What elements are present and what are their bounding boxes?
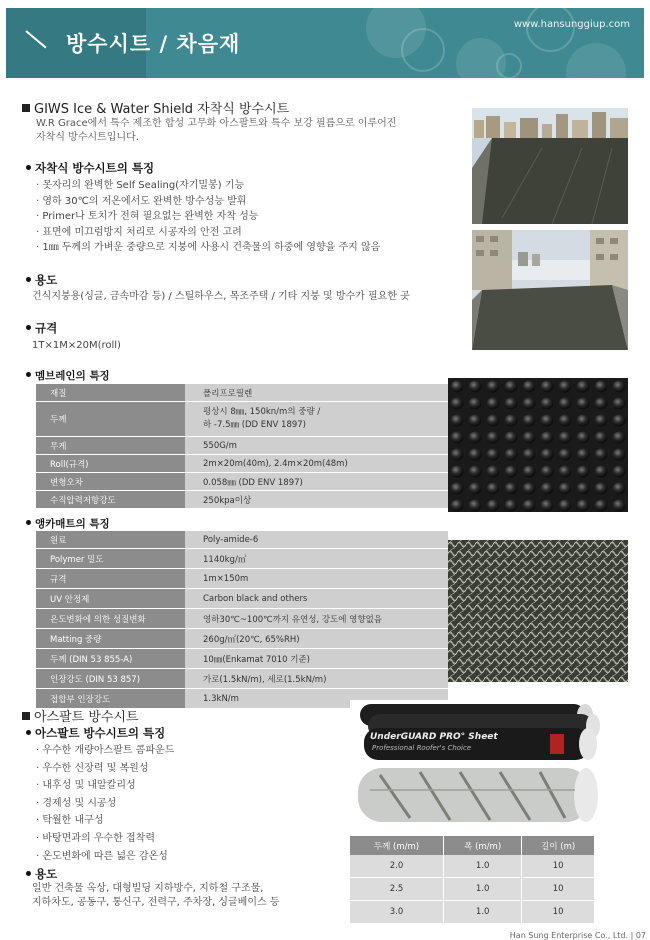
table-row: 온도변화에 의한 성질변화 영하30℃~100℃까지 유연성, 강도에 영향없음 (36, 609, 448, 629)
giws-usage-text: 건식지붕용(싱글, 금속마감 등) / 스틸하우스, 목조주택 / 기타 지붕 및 방수가 필요한 곳 (32, 291, 410, 302)
table-row: Roll(규격) 2m×20m(40m), 2.4m×20m(48m) (36, 455, 448, 473)
list-item: · 못자리의 완벽한 Self Sealing(자기밀봉) 기능 (36, 180, 245, 191)
table-row: UV 안정제 Carbon black and others (36, 589, 448, 609)
table-row: 인장강도 (DIN 53 857) 가로(1.5kN/m), 세로(1.5kN/m) (36, 669, 448, 689)
list-item: · 1㎜ 두께의 가벼운 중량으로 지붕에 사용시 건축물의 하중에 영향을 주지 않음 (36, 242, 381, 254)
page-title: 방수시트 / 차음재 (66, 32, 241, 56)
ankamat-photo (448, 540, 628, 682)
asphalt-dimension-table (350, 836, 595, 924)
table-row: 재질 폴리프로필렌 (36, 384, 448, 402)
roof-photo-2 (472, 230, 628, 350)
table-row: 원료 Poly-amide-6 (36, 531, 448, 549)
table-row: 2.5 1.0 10 (350, 878, 595, 901)
dot-bullet-icon (26, 520, 31, 525)
asphalt-usage-title: 용도 (26, 866, 57, 882)
product-label: UnderGUARD PRO° Sheet (370, 732, 498, 742)
page-footer: Han Sung Enterprise Co., Ltd. | 07 (509, 931, 646, 940)
list-item: · 내후성 및 내알칼리성 (36, 780, 136, 792)
list-item: · 표면에 미끄럼방지 처리로 시공자의 안전 고려 (36, 226, 242, 238)
dot-bullet-icon (26, 325, 31, 330)
ankamat-title: 앵카매트의 특징 (26, 516, 110, 531)
table-row: Matting 중량 260g/㎡(20℃, 65%RH) (36, 629, 448, 649)
table-row: 규격 1m×150m (36, 569, 448, 589)
list-item: · 바탕면과의 우수한 접착력 (36, 832, 155, 844)
column-header: 폭 (m/m) (443, 836, 521, 855)
dot-bullet-icon (26, 277, 31, 282)
membrane-title: 멤브레인의 특징 (26, 368, 110, 383)
square-bullet-icon (22, 104, 30, 112)
list-item: · 영하 30℃의 저온에서도 완벽한 방수성능 발휘 (36, 195, 247, 207)
dot-bullet-icon (26, 165, 31, 170)
product-sub-label: Professional Roofer's Choice (372, 744, 472, 752)
giws-spec-text: 1T×1M×20M(roll) (32, 340, 121, 351)
list-item: · 탁월한 내구성 (36, 815, 104, 827)
table-row: 3.0 1.0 10 (350, 901, 595, 924)
site-url[interactable]: www.hansunggiup.com (513, 19, 630, 30)
asphalt-usage-text: 일반 건축물 옥상, 대형빌딩 지하방수, 지하철 구조물, 지하차도, 공동구, 통신구, 전력구, 주차장, 싱글베이스 등 (32, 883, 280, 908)
list-item: · 온도변화에 따른 넓은 감온성 (36, 850, 168, 862)
giws-intro: W.R Grace에서 특수 제조한 합성 고무화 아스팔트와 특수 보강 필름으로 이루어진 자착식 방수시트입니다. (36, 118, 397, 143)
giws-features-list (36, 178, 380, 256)
list-item: · 우수한 개량아스팔트 콤파운드 (36, 745, 175, 756)
table-row: Polymer 밀도 1140kg/㎥ (36, 549, 448, 569)
table-row: 2.0 1.0 10 (350, 855, 595, 878)
asphalt-features-title: 아스팔트 방수시트의 특징 (26, 725, 165, 741)
list-item: · 우수한 신장력 및 복원성 (36, 762, 149, 774)
table-header-row (350, 836, 595, 855)
dot-bullet-icon (26, 730, 31, 735)
section-heading-giws: GIWS Ice & Water Shield 자착식 방수시트 (22, 98, 289, 117)
giws-features-title: 자착식 방수시트의 특징 (26, 160, 154, 176)
list-item: · Primer나 토치가 전혀 필요없는 완벽한 자착 성능 (36, 211, 259, 223)
membrane-photo (448, 378, 628, 512)
table-row: 두께 (DIN 53 855-A) 10㎜(Enkamat 7010 기준) (36, 649, 448, 669)
column-header: 길이 (m) (522, 836, 595, 855)
list-item: · 경제성 및 시공성 (36, 797, 117, 809)
dot-bullet-icon (26, 372, 31, 377)
decor-circle (401, 28, 445, 72)
dot-bullet-icon (26, 871, 31, 876)
page-header (6, 8, 644, 78)
section-heading-asphalt: 아스팔트 방수시트 (22, 706, 139, 725)
giws-spec-title: 규격 (26, 320, 57, 336)
table-row: 변형오차 0.058㎜ (DD ENV 1897) (36, 473, 448, 491)
table-row: 두께 평상시 8㎜, 150kn/m의 중량 / 하 -7.5㎜ (DD ENV 1897) (36, 402, 448, 437)
table-row: 접합부 인장강도 1.3kN/m (36, 689, 448, 709)
asphalt-rolls-photo (350, 700, 600, 828)
roof-photo-1 (472, 108, 628, 224)
table-row: 수직압력저항강도 250kpa이상 (36, 491, 448, 509)
column-header: 두께 (m/m) (350, 836, 443, 855)
asphalt-features-list (36, 742, 174, 865)
membrane-spec-table (36, 384, 448, 509)
ankamat-spec-table (36, 531, 448, 709)
table-row: 무게 550G/m (36, 437, 448, 455)
decor-circle (496, 53, 522, 78)
square-bullet-icon (22, 712, 30, 720)
giws-usage-title: 용도 (26, 272, 57, 288)
decor-circle (526, 8, 575, 52)
decor-circle (566, 43, 626, 78)
